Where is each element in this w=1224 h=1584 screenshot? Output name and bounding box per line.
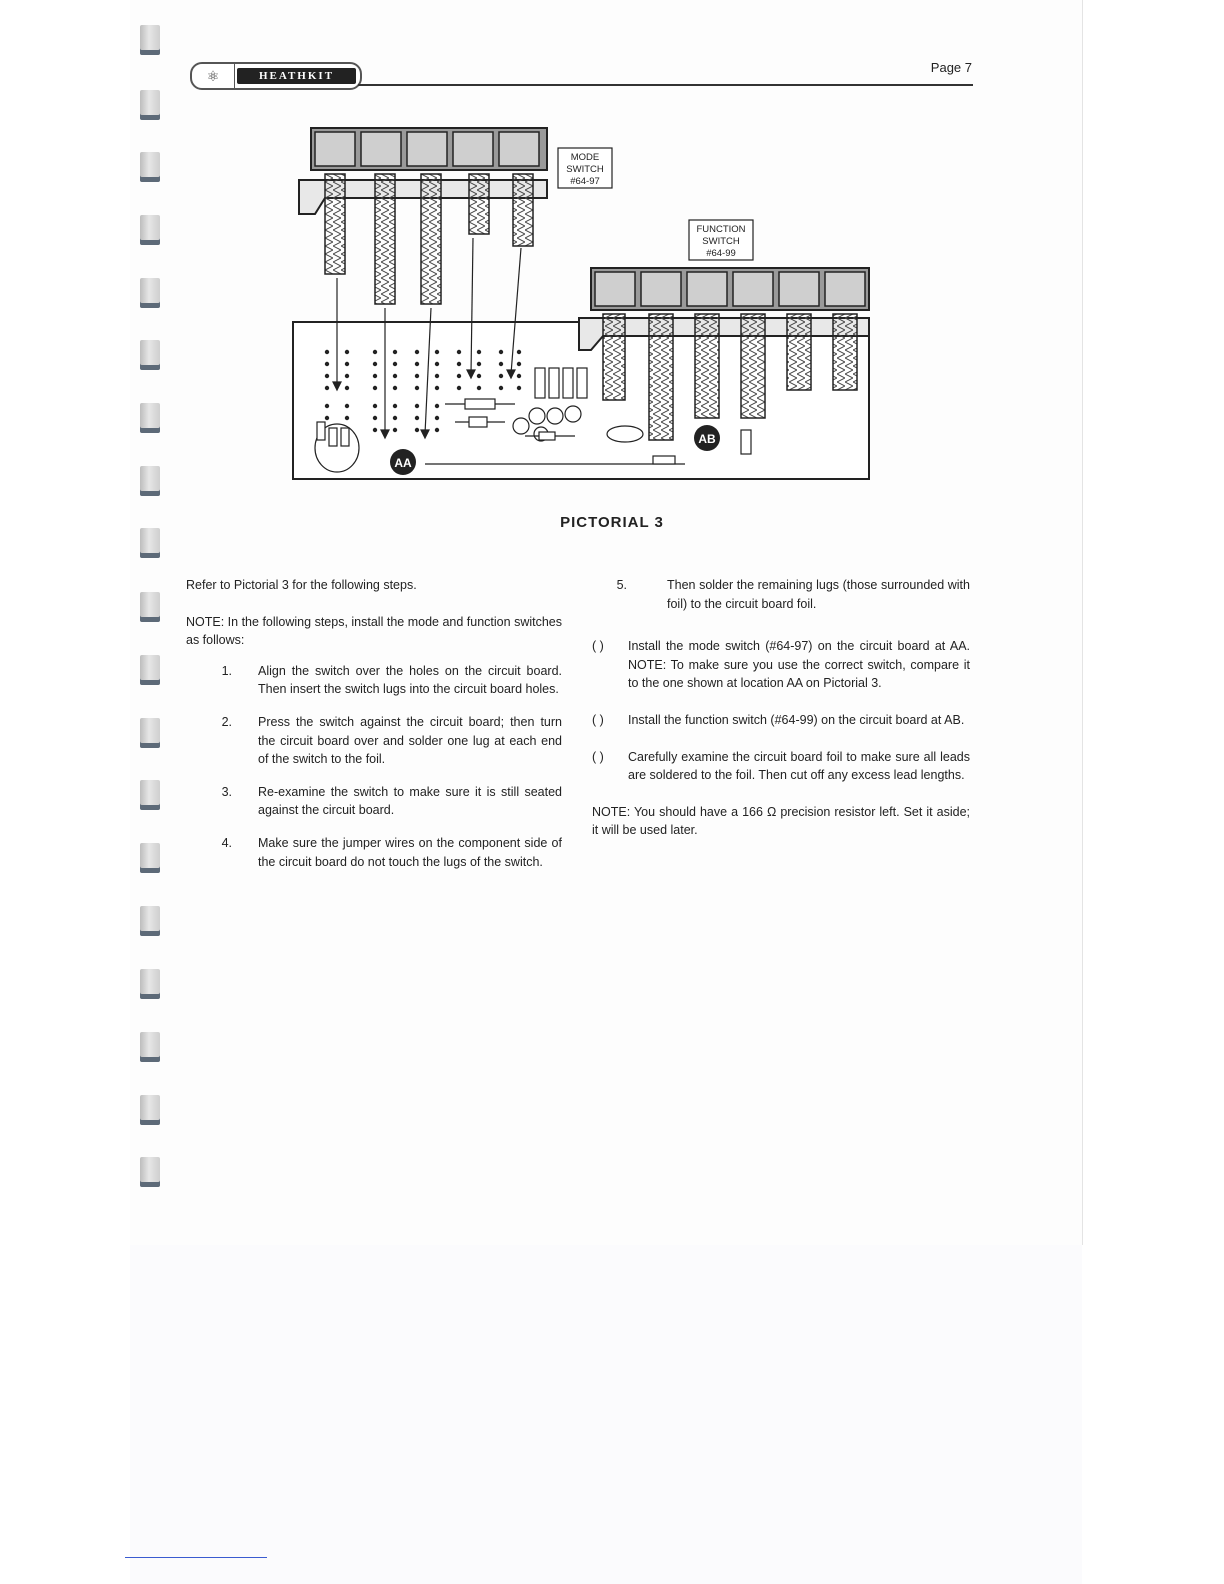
- step-number: 3.: [221, 784, 232, 799]
- punch-hole: [140, 340, 160, 370]
- punch-hole: [140, 718, 160, 748]
- list-item: [592, 576, 970, 613]
- location-aa-text: AA: [394, 456, 412, 470]
- right-column: [592, 576, 970, 840]
- punch-hole: [140, 466, 160, 496]
- page-margin: [130, 1245, 1082, 1584]
- heathkit-logo: [190, 62, 362, 90]
- function-label-line: #64-99: [706, 248, 736, 259]
- step-number: 5.: [616, 578, 627, 592]
- list-item: [186, 662, 562, 699]
- footer-rule: [125, 1557, 267, 1558]
- punch-hole: [140, 528, 160, 558]
- punch-hole: [140, 1032, 160, 1062]
- mode-switch-label: [558, 148, 612, 188]
- step-text: Re-examine the switch to make sure it is still seated against the circuit board.: [258, 784, 562, 818]
- page-number: Page 7: [930, 60, 972, 75]
- check-box[interactable]: ( ): [592, 712, 604, 727]
- step-text: Align the switch over the holes on the circuit board. Then insert the switch lugs into the circuit board holes.: [258, 663, 562, 697]
- logo-text: HEATHKIT: [237, 68, 356, 84]
- punch-hole: [140, 906, 160, 936]
- check-box[interactable]: ( ): [592, 749, 604, 764]
- function-switch-label: [689, 220, 753, 260]
- punch-hole: [140, 655, 160, 685]
- checklist-item: [592, 748, 970, 785]
- punch-hole: [140, 592, 160, 622]
- left-column: [186, 576, 562, 885]
- list-item: [186, 783, 562, 820]
- mode-label-line: SWITCH: [566, 164, 604, 175]
- step-text: Press the switch against the circuit board; then turn the circuit board over and solder one lug at each end of the switch to the foil.: [258, 714, 562, 767]
- checklist-item: [592, 637, 970, 693]
- punch-hole: [140, 969, 160, 999]
- check-box[interactable]: ( ): [592, 639, 604, 654]
- step-text: Then solder the remaining lugs (those surrounded with foil) to the circuit board foil.: [667, 578, 970, 611]
- punch-hole: [140, 1157, 160, 1187]
- figure-caption: PICTORIAL 3: [560, 514, 664, 531]
- check-text: Install the mode switch (#64-97) on the circuit board at AA. NOTE: To make sure you use the correct switch, compare it to the one shown at location AA on Pictorial 3.: [628, 639, 970, 691]
- punch-hole: [140, 403, 160, 433]
- list-item: [186, 713, 562, 769]
- step-text: Make sure the jumper wires on the component side of the circuit board do not touch the lugs of the switch.: [258, 835, 562, 869]
- punch-hole: [140, 152, 160, 182]
- location-ab-text: AB: [698, 432, 716, 446]
- list-item: [186, 834, 562, 871]
- punch-hole: [140, 90, 160, 120]
- mode-switch-drawing: [299, 128, 547, 304]
- resistor-note: NOTE: You should have a 166 Ω precision resistor left. Set it aside; it will be used later.: [592, 804, 970, 838]
- punch-hole: [140, 780, 160, 810]
- punch-hole: [140, 215, 160, 245]
- header-rule: [358, 84, 973, 86]
- punch-hole: [140, 843, 160, 873]
- step-number: 1.: [221, 663, 232, 678]
- note-text: NOTE: In the following steps, install the mode and function switches as follows:: [186, 614, 562, 648]
- punch-hole: [140, 25, 160, 55]
- punch-hole: [140, 278, 160, 308]
- step-number: 2.: [221, 714, 232, 729]
- location-aa-marker: [390, 449, 416, 475]
- check-text: Carefully examine the circuit board foil to make sure all leads are soldered to the foil. Then cut off any excess lead lengths.: [628, 749, 970, 783]
- pictorial-3-illustration: [285, 118, 885, 496]
- function-label-line: FUNCTION: [696, 224, 746, 235]
- mode-label-line: MODE: [570, 152, 600, 163]
- location-ab-marker: [694, 425, 720, 451]
- heathkit-emblem-icon: ⚛: [192, 64, 235, 88]
- check-text: Install the function switch (#64-99) on the circuit board at AB.: [628, 712, 965, 727]
- checklist-item: [592, 711, 970, 730]
- punch-hole: [140, 1095, 160, 1125]
- intro-text: Refer to Pictorial 3 for the following steps.: [186, 578, 417, 592]
- function-label-line: SWITCH: [702, 236, 740, 247]
- step-number: 4.: [221, 835, 232, 850]
- mode-label-line: #64-97: [570, 176, 600, 187]
